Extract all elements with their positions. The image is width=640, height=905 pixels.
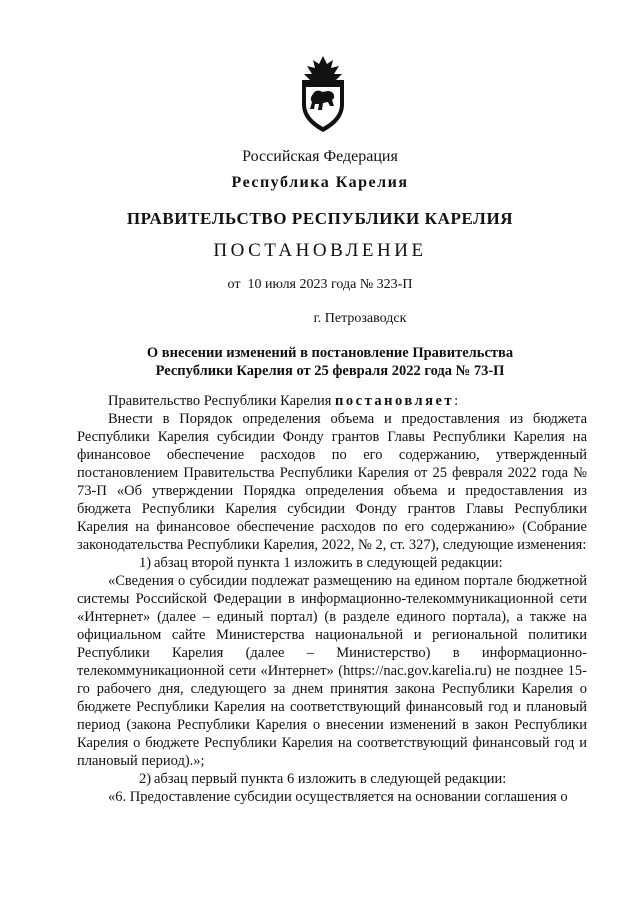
intro-prefix: Правительство Республики Карелия [108, 393, 336, 409]
item-1-text: абзац второй пункта 1 изложить в следующей редакции: [154, 555, 503, 571]
intro-suffix: : [454, 393, 459, 409]
subject-line-2: Республики Карелия от 25 февраля 2022 года № 73-П [155, 363, 505, 379]
document-subject [100, 344, 560, 380]
document-type: ПОСТАНОВЛЕНИЕ [213, 240, 427, 261]
item-2-number: 2) [139, 771, 152, 787]
item-2 [77, 770, 587, 788]
intro-paragraph [77, 392, 587, 410]
document-body [77, 392, 587, 806]
document-date-number: от 10 июля 2023 года № 323-П [227, 277, 413, 292]
document-city: г. Петрозаводск [313, 311, 407, 326]
coat-of-arms-icon [296, 54, 350, 134]
item-1-number: 1) [139, 555, 152, 571]
paragraph-1: Внести в Порядок определения объема и предоставления из бюджета Республики Карелия субсидии Фонду грантов Главы Республики Карелия на финансовое обеспечение расходов по его содержанию, утвержденный постановлением Правительства Республики Карелия от 25 февраля 2022 года № 73-П «Об утверждении Порядка определения объема и предоставления из бюджета Республики Карелия субсидии Фонду грантов Главы Республики Карелия на финансовое обеспечение расходов по его содержанию» (Собрание законодательства Республики Карелия, 2022, № 2, ст. 327), следующие изменения: [77, 411, 587, 553]
item-2-text: абзац первый пункта 6 изложить в следующей редакции: [154, 771, 507, 787]
government-title: ПРАВИТЕЛЬСТВО РЕСПУБЛИКИ КАРЕЛИЯ [126, 209, 514, 228]
intro-verb: постановляет [335, 393, 455, 409]
item-1 [77, 554, 587, 572]
quote-2: «6. Предоставление субсидии осуществляется на основании соглашения о [108, 789, 568, 805]
quote-1: «Сведения о субсидии подлежат размещению на едином портале бюджетной системы Российской Федерации в информационно-телекоммуникационной сети «Интернет» (далее – единый портал) (в разделе единого портала), а также на официальном сайте Министерства национальной и региональной политики Республики Карелия (далее – Министерство) в информационно-телекоммуникационной сети «Интернет» (https://nac.gov.karelia.ru) не позднее 15-го рабочего дня, следующего за днем принятия закона Республики Карелия о бюджете Республики Карелия на соответствующий финансовый год и плановый период (закона Республики Карелия о внесении изменений в закон Республики Карелия о бюджете Республики Карелия на соответствующий финансовый год и плановый период).»; [77, 573, 587, 769]
republic-name: Республика Карелия [231, 174, 409, 191]
subject-line-1: О внесении изменений в постановление Правительства [146, 345, 514, 361]
country-name: Российская Федерация [242, 148, 398, 165]
